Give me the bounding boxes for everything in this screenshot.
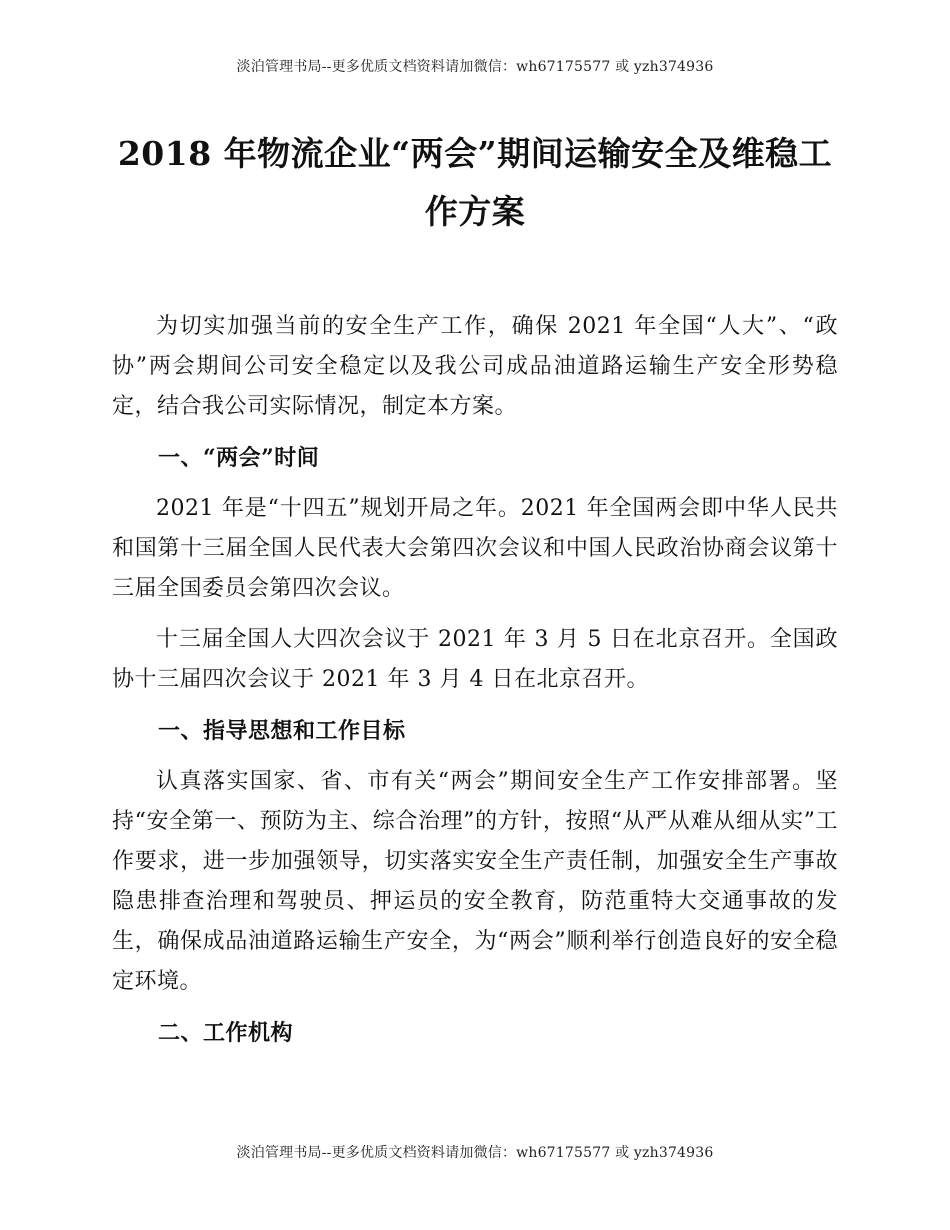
document-title-line-2: 作方案 <box>424 192 526 231</box>
section-schedule-paragraph-2: 十三届全国人大四次会议于 2021 年 3 月 5 日在北京召开。全国政协十三届四次会议于 2021 年 3 月 4 日在北京召开。 <box>112 627 838 692</box>
section-heading-guiding-principles: 一、指导思想和工作目标 <box>158 718 406 744</box>
page-footer-watermark: 淡泊管理书局--更多优质文档资料请加微信：wh67175577 或 yzh374936 <box>236 1145 714 1161</box>
document-title-line-1: 2018 年物流企业“两会”期间运输安全及维稳工 <box>117 134 833 173</box>
section-heading-organization: 二、工作机构 <box>158 1020 294 1046</box>
intro-paragraph: 为切实加强当前的安全生产工作，确保 2021 年全国“人大”、“政协”两会期间公司安全稳定以及我公司成品油道路运输生产安全形势稳定，结合我公司实际情况，制定本方案。 <box>112 314 838 419</box>
document-body <box>112 307 838 1053</box>
section-heading-schedule: 一、“两会”时间 <box>158 445 320 471</box>
section-schedule-paragraph-1: 2021 年是“十四五”规划开局之年。2021 年全国两会即中华人民共和国第十三届全国人民代表大会第四次会议和中国人民政治协商会议第十三届全国委员会第四次会议。 <box>112 496 838 601</box>
page-header-watermark: 淡泊管理书局--更多优质文档资料请加微信：wh67175577 或 yzh374936 <box>236 59 714 75</box>
section-guiding-principles-paragraph: 认真落实国家、省、市有关“两会”期间安全生产工作安排部署。坚持“安全第一、预防为主、综合治理”的方针，按照“从严从难从细从实”工作要求，进一步加强领导，切实落实安全生产责任制，加强安全生产事故隐患排查治理和驾驶员、押运员的安全教育，防范重特大交通事故的发生，确保成品油道路运输生产安全，为“两会”顺利举行创造良好的安全稳定环境。 <box>112 769 838 994</box>
